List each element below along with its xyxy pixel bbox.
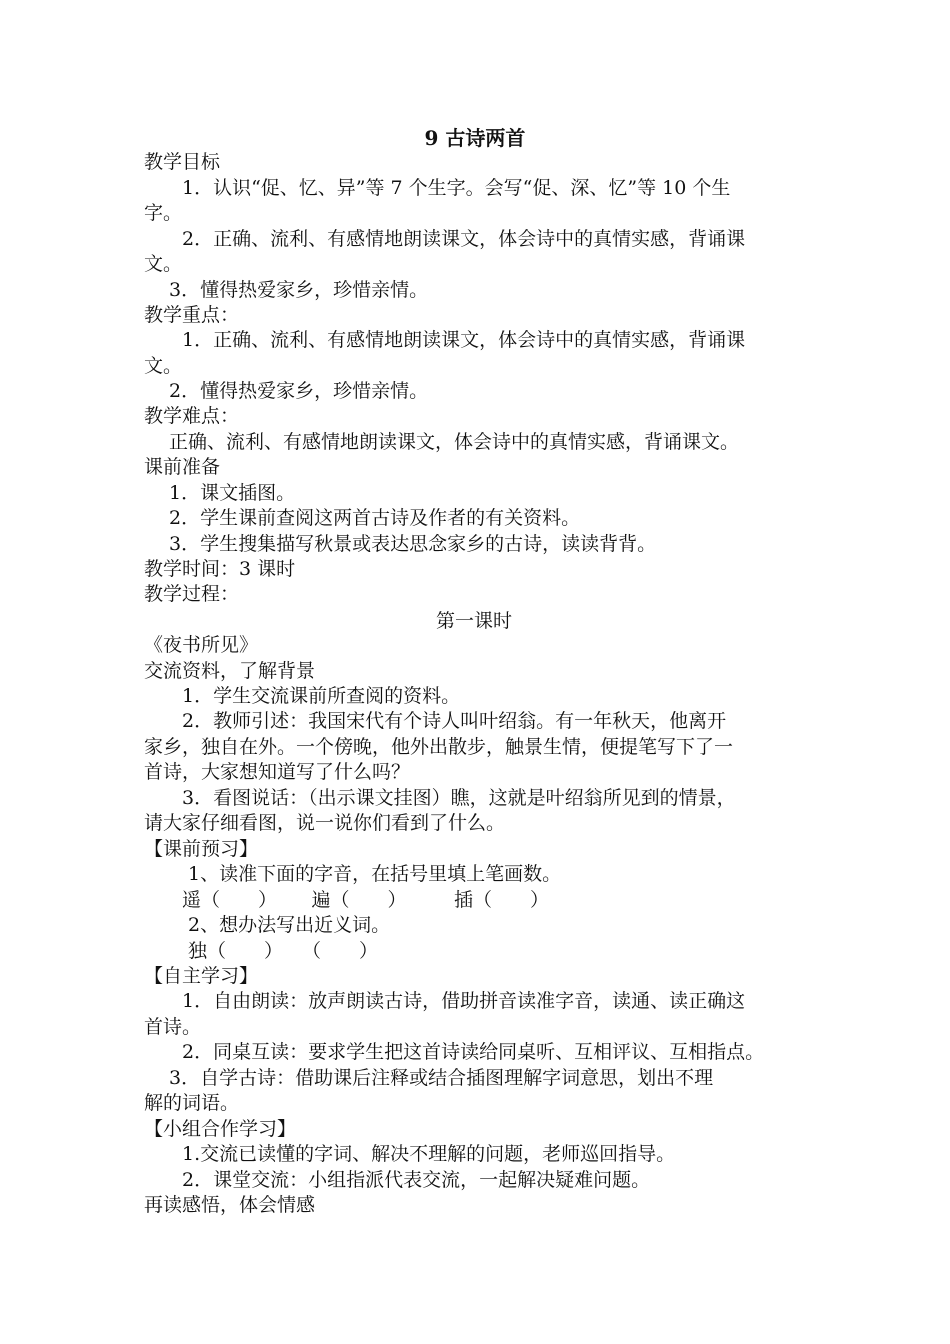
- text-line: 再读感悟，体会情感: [144, 1194, 316, 1216]
- text-line: 家乡，独自在外。一个傍晚，他外出散步，触景生情，便提笔写下了一: [144, 736, 734, 758]
- text-line: 字。: [144, 202, 183, 224]
- text-line: 2．课堂交流：小组指派代表交流，一起解决疑难问题。: [144, 1169, 651, 1191]
- text-line: 独（ ） （ ）: [144, 940, 379, 962]
- text-line: 正确、流利、有感情地朗读课文，体会诗中的真情实感，背诵课文。: [144, 431, 740, 453]
- text-line: 首诗，大家想知道写了什么吗？: [144, 761, 411, 783]
- text-line: 2、想办法写出近义词。: [144, 914, 391, 936]
- text-line: 2．同桌互读：要求学生把这首诗读给同桌听、互相评议、互相指点。: [144, 1041, 765, 1063]
- text-line: 解的词语。: [144, 1092, 240, 1114]
- text-line: 交流资料，了解背景: [144, 660, 316, 682]
- text-line: 【小组合作学习】: [144, 1118, 297, 1140]
- text-line: 文。: [144, 253, 183, 275]
- text-line: 《夜书所见》: [144, 634, 259, 656]
- document-title: 9 古诗两首: [424, 126, 526, 150]
- text-line: 1．学生交流课前所查阅的资料。: [144, 685, 461, 707]
- text-line: 2．正确、流利、有感情地朗读课文，体会诗中的真情实感，背诵课: [144, 228, 746, 250]
- text-line: 遥（ ） 遍（ ） 插（ ）: [144, 889, 550, 911]
- text-line: 1．正确、流利、有感情地朗读课文，体会诗中的真情实感，背诵课: [144, 329, 746, 351]
- text-line: 1.交流已读懂的字词、解决不理解的问题，老师巡回指导。: [144, 1143, 676, 1165]
- text-line: 2．懂得热爱家乡，珍惜亲情。: [144, 380, 429, 402]
- text-line: 课前准备: [144, 456, 221, 478]
- text-line: 2．教师引述：我国宋代有个诗人叫叶绍翁。有一年秋天，他离开: [144, 710, 727, 732]
- text-line: 教学重点：: [144, 304, 240, 326]
- text-line: 3．学生搜集描写秋景或表达思念家乡的古诗，读读背背。: [144, 533, 657, 555]
- text-line: 教学过程：: [144, 583, 240, 605]
- text-line: 1．认识“促、忆、异”等 7 个生字。会写“促、深、忆”等 10 个生: [144, 177, 731, 199]
- text-line: 教学目标: [144, 151, 221, 173]
- text-line: 1．自由朗读：放声朗读古诗，借助拼音读准字音，读通、读正确这: [144, 990, 746, 1012]
- text-line: 【自主学习】: [144, 965, 259, 987]
- text-line: 教学时间：3 课时: [144, 558, 296, 580]
- text-line: 请大家仔细看图，说一说你们看到了什么。: [144, 812, 506, 834]
- text-line: 3．懂得热爱家乡，珍惜亲情。: [144, 279, 429, 301]
- text-line: 教学难点：: [144, 405, 240, 427]
- text-line: 3．看图说话：（出示课文挂图）瞧，这就是叶绍翁所见到的情景，: [144, 787, 736, 809]
- text-line: 1．课文插图。: [144, 482, 296, 504]
- text-line: 首诗。: [144, 1016, 202, 1038]
- text-line: 【课前预习】: [144, 838, 259, 860]
- text-line: 文。: [144, 355, 183, 377]
- text-line: 3．自学古诗：借助课后注释或结合插图理解字词意思，划出不理: [144, 1067, 714, 1089]
- text-line: 2．学生课前查阅这两首古诗及作者的有关资料。: [144, 507, 581, 529]
- section-heading: 第一课时: [435, 610, 512, 632]
- text-line: 1、读准下面的字音，在括号里填上笔画数。: [144, 863, 562, 885]
